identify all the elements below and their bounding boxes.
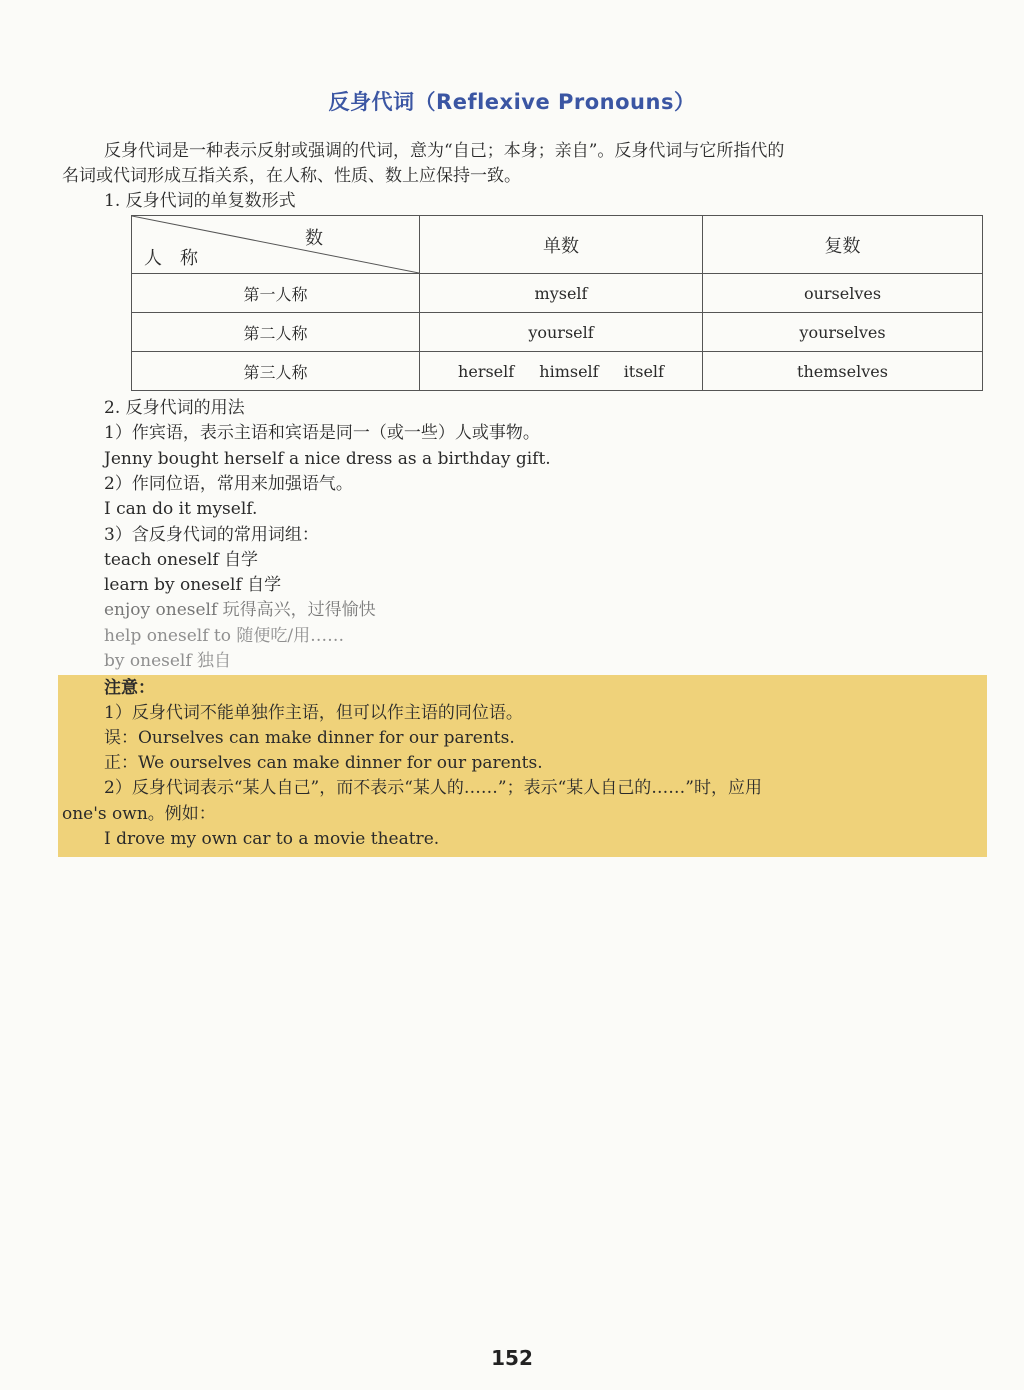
page-title: 反身代词（Reflexive Pronouns）	[328, 90, 696, 114]
plural-cell: themselves	[703, 352, 983, 391]
note-example: I drove my own car to a movie theatre.	[104, 829, 440, 849]
pronoun-herself: herself	[458, 361, 515, 381]
table-corner-cell	[132, 216, 420, 274]
note-heading: 注意：	[104, 678, 155, 698]
reflexive-pronoun-table	[131, 215, 983, 391]
phrase-item: enjoy oneself 玩得高兴，过得愉快	[104, 600, 376, 620]
usage-line: 2）作同位语，常用来加强语气。	[104, 474, 353, 494]
pronoun-himself: himself	[539, 361, 599, 381]
table-row	[132, 352, 983, 391]
usage-line: 1）作宾语，表示主语和宾语是同一（或一些）人或事物。	[104, 423, 540, 443]
singular-cell	[420, 352, 703, 391]
header-plural: 复数	[703, 216, 983, 274]
section-heading-usage: 2. 反身代词的用法	[104, 398, 245, 418]
singular-cell: myself	[420, 274, 703, 313]
section-heading-forms: 1. 反身代词的单复数形式	[104, 191, 296, 211]
corner-label-person: 人称	[144, 248, 216, 269]
header-singular: 单数	[420, 216, 703, 274]
intro-line-2: 名词或代词形成互指关系，在人称、性质、数上应保持一致。	[62, 166, 521, 186]
person-cell: 第一人称	[132, 274, 420, 313]
person-cell: 第三人称	[132, 352, 420, 391]
pronoun-itself: itself	[623, 361, 664, 381]
plural-cell: ourselves	[703, 274, 983, 313]
intro-line-1: 反身代词是一种表示反射或强调的代词，意为“自己；本身；亲自”。反身代词与它所指代的	[104, 141, 785, 161]
note-line: 正：We ourselves can make dinner for our parents.	[104, 753, 543, 773]
phrase-item: teach oneself 自学	[104, 550, 259, 570]
phrase-item: learn by oneself 自学	[104, 575, 282, 595]
corner-label-number: 数	[305, 228, 323, 249]
table-row	[132, 313, 983, 352]
note-line: 1）反身代词不能单独作主语，但可以作主语的同位语。	[104, 703, 523, 723]
phrase-item: by oneself 独自	[104, 651, 232, 671]
phrase-item: help oneself to 随便吃/用……	[104, 626, 345, 646]
usage-example: Jenny bought herself a nice dress as a birthday gift.	[104, 449, 551, 469]
person-cell: 第二人称	[132, 313, 420, 352]
note-line: one's own。例如：	[62, 804, 216, 824]
table-row	[132, 274, 983, 313]
page-number: 152	[491, 1346, 533, 1370]
note-line: 误：Ourselves can make dinner for our parents.	[104, 728, 515, 748]
usage-line: 3）含反身代词的常用词组：	[104, 525, 319, 545]
table-header-row	[132, 216, 983, 274]
plural-cell: yourselves	[703, 313, 983, 352]
singular-cell: yourself	[420, 313, 703, 352]
note-line: 2）反身代词表示“某人自己”，而不表示“某人的……”；表示“某人自己的……”时，应用	[104, 778, 762, 798]
usage-example: I can do it myself.	[104, 499, 258, 519]
